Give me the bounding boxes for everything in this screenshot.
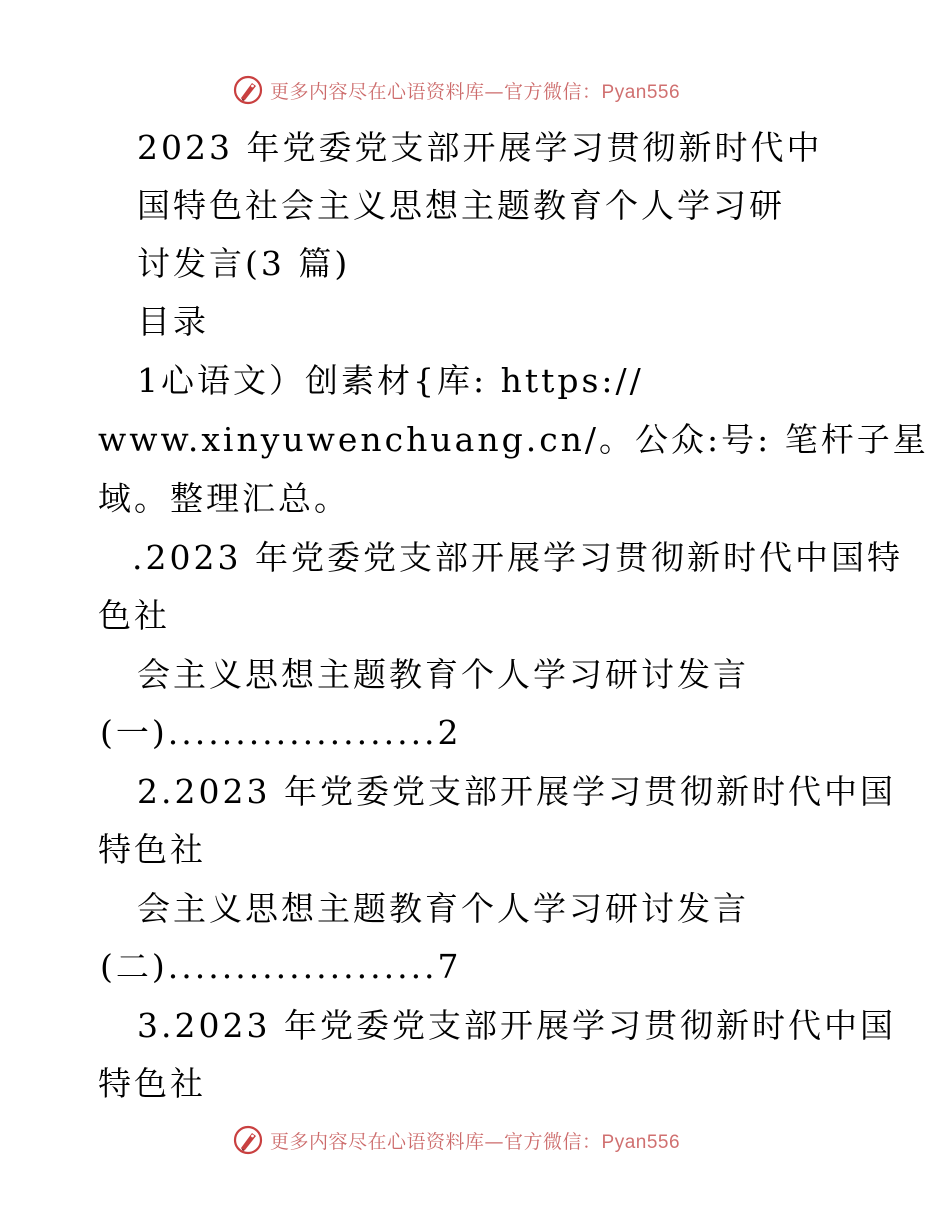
toc-entry-1-line-3[interactable]: 会主义思想主题教育个人学习研讨发言	[137, 655, 749, 694]
toc-entry-1-line-4[interactable]: (一)....................2	[100, 713, 462, 752]
footer-banner	[232, 1122, 712, 1158]
toc-entry-3-line-1[interactable]: 3.2023 年党委党支部开展学习贯彻新时代中国	[137, 1006, 896, 1045]
toc-entry-2-line-2[interactable]: 特色社	[98, 830, 206, 869]
toc-heading: 目录	[137, 302, 209, 341]
toc-entry-2-line-3[interactable]: 会主义思想主题教育个人学习研讨发言	[137, 889, 749, 928]
toc-entry-1-line-1[interactable]: .2023 年党委党支部开展学习贯彻新时代中国特	[132, 538, 903, 577]
title-line-1: 2023 年党委党支部开展学习贯彻新时代中	[137, 128, 823, 167]
toc-intro-line-3: 域。整理汇总。	[98, 479, 350, 518]
title-line-2: 国特色社会主义思想主题教育个人学习研	[137, 186, 785, 225]
title-line-3: 讨发言(3 篇)	[137, 244, 351, 283]
pen-nib-logo-icon	[232, 74, 264, 106]
toc-intro-line-1: 1心语文）创素材{库: https://	[137, 361, 644, 400]
toc-entry-3-line-2[interactable]: 特色社	[98, 1064, 206, 1103]
toc-entry-2-line-4[interactable]: (二)....................7	[100, 947, 462, 986]
pen-nib-logo-icon	[232, 1124, 264, 1156]
toc-entry-2-line-1[interactable]: 2.2023 年党委党支部开展学习贯彻新时代中国	[137, 772, 896, 811]
banner-text: 更多内容尽在心语资料库—官方微信：Pyan556	[270, 1130, 681, 1153]
banner-text: 更多内容尽在心语资料库—官方微信：Pyan556	[270, 80, 681, 103]
toc-entry-1-line-2[interactable]: 色社	[98, 596, 170, 635]
toc-intro-line-2: www.xinyuwenchuang.cn/。公众:号: 笔杆子星	[98, 420, 929, 459]
header-banner	[232, 72, 712, 108]
banner-wechat-id: Pyan556	[601, 1131, 681, 1153]
banner-wechat-id: Pyan556	[601, 81, 681, 103]
